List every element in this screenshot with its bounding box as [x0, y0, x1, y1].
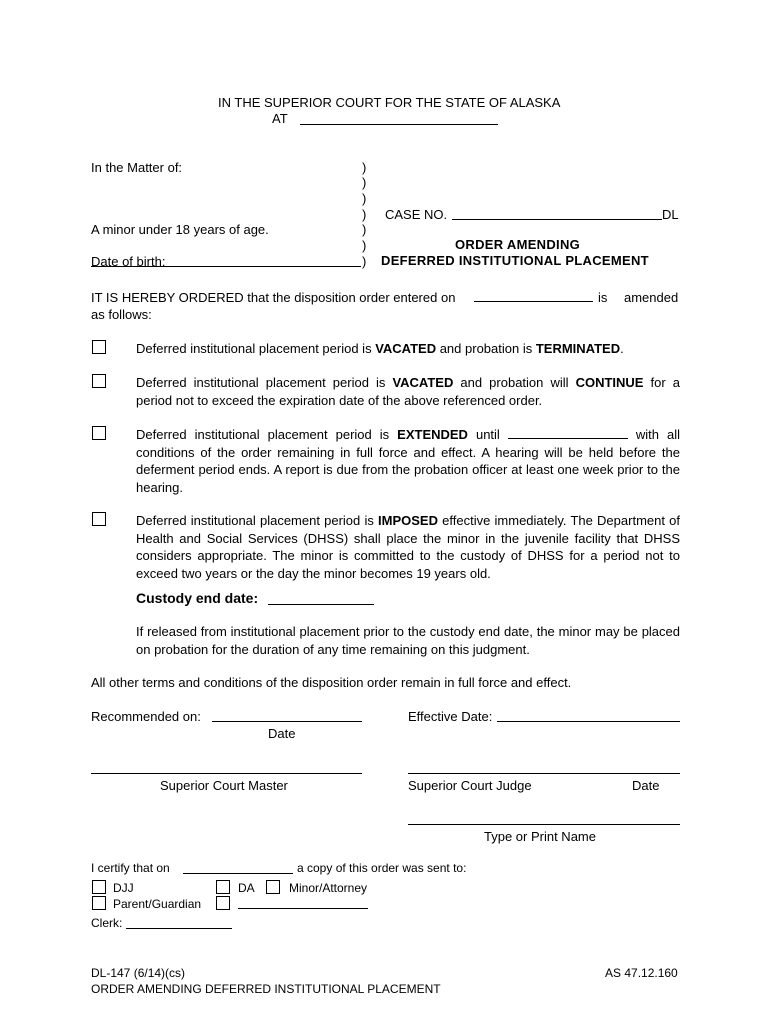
intro-is: is: [598, 290, 608, 305]
certify-text: I certify that on: [91, 861, 170, 875]
intro-text: IT IS HEREBY ORDERED that the disposition order entered on: [91, 290, 456, 305]
option-extend-text: Deferred institutional placement period is EXTENDED until with all conditions of the order remaining in full force and effect. A hearing will be held before the deferment period ends. A report is due from the probation officer at least one week prior to the hearing.: [136, 427, 680, 495]
custody-end-date-label: Custody end date:: [136, 590, 259, 606]
case-suffix: DL: [662, 207, 679, 222]
judge-label: Superior Court Judge: [408, 778, 532, 793]
judge-signature-line[interactable]: [408, 773, 680, 774]
form-title-footer: ORDER AMENDING DEFERRED INSTITUTIONAL PLACEMENT: [91, 982, 441, 996]
case-number-field[interactable]: [452, 219, 662, 220]
caption-paren: ): [362, 207, 367, 222]
extend-checkbox[interactable]: [92, 426, 106, 440]
effective-date-field[interactable]: [497, 721, 680, 722]
certify-date-field[interactable]: [183, 873, 293, 874]
print-name-line[interactable]: [408, 824, 680, 825]
at-label: AT: [272, 111, 288, 126]
other-recipient-checkbox[interactable]: [216, 896, 230, 910]
other-terms-text: All other terms and conditions of the disposition order remain in full force and effect.: [91, 675, 572, 690]
caption-paren: ): [362, 222, 367, 237]
recommended-on-label: Recommended on:: [91, 709, 201, 724]
caption-paren: ): [362, 160, 367, 175]
matter-of-label: In the Matter of:: [91, 160, 183, 175]
type-print-name-label: Type or Print Name: [484, 829, 596, 844]
disposition-date-field[interactable]: [474, 301, 593, 302]
other-recipient-field[interactable]: [238, 908, 368, 909]
caption-paren: ): [362, 254, 367, 269]
vacate-terminate-checkbox[interactable]: [92, 340, 106, 354]
djj-label: DJJ: [113, 881, 134, 895]
recommended-on-field[interactable]: [212, 721, 362, 722]
da-checkbox[interactable]: [216, 880, 230, 894]
clerk-field[interactable]: [126, 928, 232, 929]
order-title-line2: DEFERRED INSTITUTIONAL PLACEMENT: [381, 253, 649, 268]
master-signature-line[interactable]: [91, 773, 362, 774]
option-vacate-continue-text: Deferred institutional placement period is VACATED and probation will CONTINUE for a period not to exceed the expiration date of the above referenced order.: [136, 375, 680, 408]
vacate-continue-checkbox[interactable]: [92, 374, 106, 388]
parent-guardian-label: Parent/Guardian: [113, 897, 202, 911]
djj-checkbox[interactable]: [92, 880, 106, 894]
caption-paren: ): [362, 175, 367, 190]
custody-release-text: If released from institutional placement prior to the custody end date, the minor may be placed on probation for the duration of any time remaining on this judgment.: [136, 624, 680, 657]
da-label: DA: [238, 881, 255, 895]
clerk-label: Clerk:: [91, 916, 123, 930]
at-location-field[interactable]: [300, 124, 498, 125]
extend-until-field[interactable]: [508, 426, 628, 439]
intro-amended: amended: [624, 290, 679, 305]
minor-label: A minor under 18 years of age.: [91, 222, 269, 237]
impose-checkbox[interactable]: [92, 512, 106, 526]
judge-date-label: Date: [632, 778, 660, 793]
minor-attorney-checkbox[interactable]: [266, 880, 280, 894]
custody-end-date-field[interactable]: [268, 604, 374, 605]
recommended-date-label: Date: [268, 726, 296, 741]
minor-attorney-label: Minor/Attorney: [289, 881, 368, 895]
master-label: Superior Court Master: [160, 778, 288, 793]
statute-ref: AS 47.12.160: [605, 966, 678, 980]
case-no-label: CASE NO.: [385, 207, 448, 222]
option-vacate-terminate-text: Deferred institutional placement period is VACATED and probation is TERMINATED.: [136, 341, 624, 356]
order-title-line1: ORDER AMENDING: [455, 237, 581, 252]
caption-paren: ): [362, 191, 367, 206]
caption-paren: ): [362, 238, 367, 253]
effective-date-label: Effective Date:: [408, 709, 493, 724]
option-impose-text: Deferred institutional placement period is IMPOSED effective immediately. The Department of Health and Social Services (DHSS) shall place the minor in the juvenile facility that DHSS considers appropriate. The minor is committed to the custody of DHSS for a period not to exceed two years or the day the minor becomes 19 years old.: [136, 513, 680, 581]
intro-as-follows: as follows:: [91, 307, 152, 322]
court-heading: IN THE SUPERIOR COURT FOR THE STATE OF ALASKA: [218, 95, 561, 110]
certify-sent-text: a copy of this order was sent to:: [297, 861, 467, 875]
parent-guardian-checkbox[interactable]: [92, 896, 106, 910]
dob-label: Date of birth:: [91, 254, 166, 269]
form-id: DL-147 (6/14)(cs): [91, 966, 186, 980]
dob-field[interactable]: [91, 266, 361, 267]
